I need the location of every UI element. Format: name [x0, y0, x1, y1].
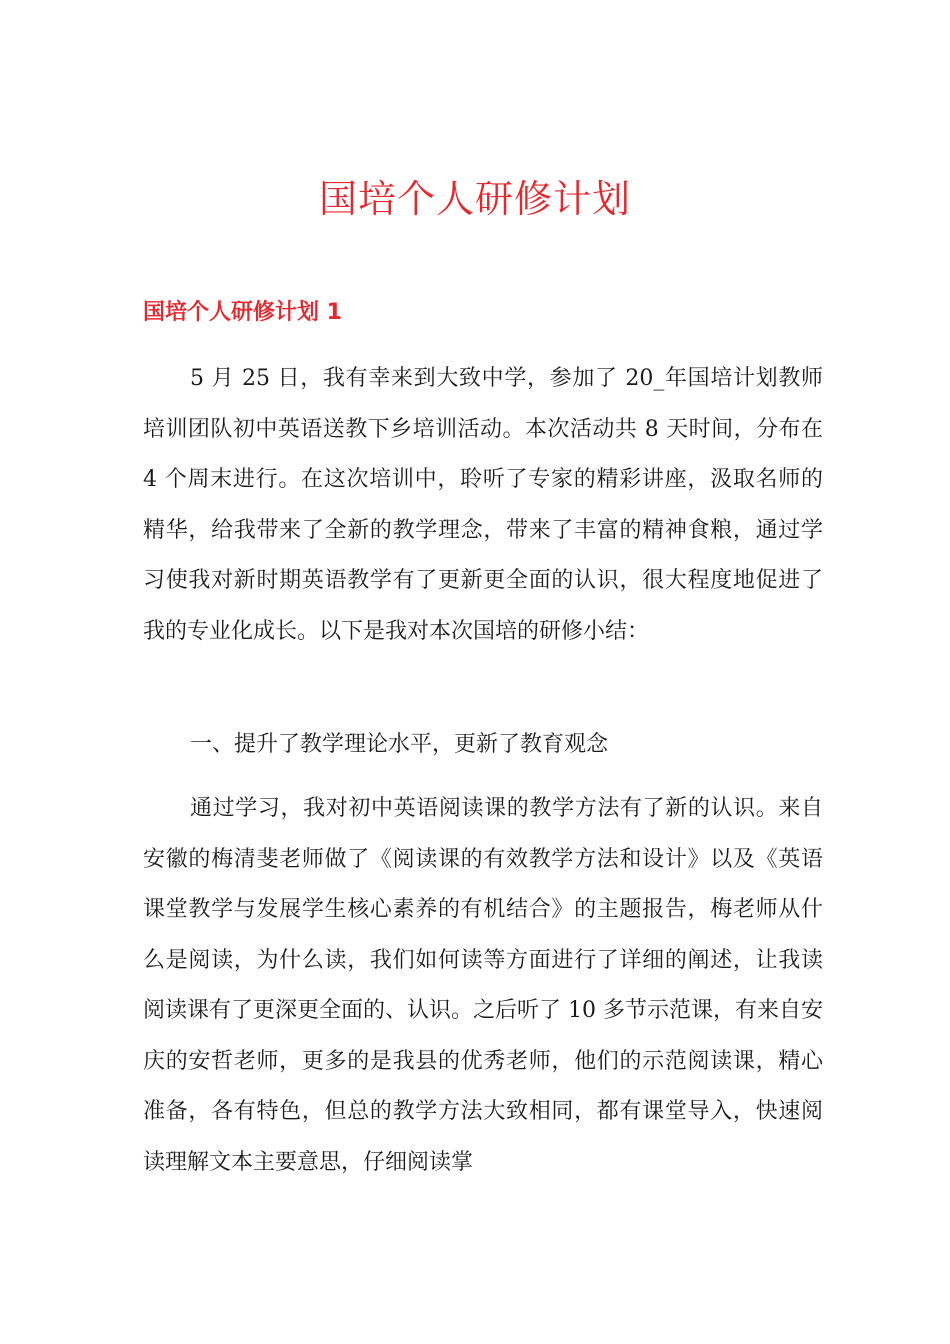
body-paragraph-subheading: 一、提升了教学理论水平，更新了教育观念 — [190, 732, 609, 757]
section-heading: 国培个人研修计划 1 — [143, 300, 342, 325]
document-title: 国培个人研修计划 — [318, 177, 631, 221]
body-paragraph-reading-methods: 通过学习，我对初中英语阅读课的教学方法有了新的认识。来自安徽的梅清斐老师做了《阅读课的有效教学方法和设计》以及《英语课堂教学与发展学生核心素养的有机结合》的主题报告，梅老师从什么是阅读，为什么读，我们如何读等方面进行了详细的阐述，让我读阅读课有了更深更全面的、认识。之后听了 10 多节示范课，有来自安庆的安哲老师，更多的是我县的优秀老师，他们的示范阅读课，精心准备，各有特色，但总的教学方法大致相同，都有课堂导入，快速阅读理解文本主要意思，仔细阅读掌 — [143, 796, 823, 1175]
body-paragraph-intro: 5 月 25 日，我有幸来到大致中学，参加了 20_年国培计划教师培训团队初中英语送教下乡培训活动。本次活动共 8 天时间，分布在 4 个周末进行。在这次培训中，聆听了专家的精彩讲座，汲取名师的精华，给我带来了全新的教学理念，带来了丰富的精神食粮，通过学习使我对新时期英语教学有了更新更全面的认识，很大程度地促进了我的专业化成长。以下是我对本次国培的研修小结： — [143, 366, 823, 644]
